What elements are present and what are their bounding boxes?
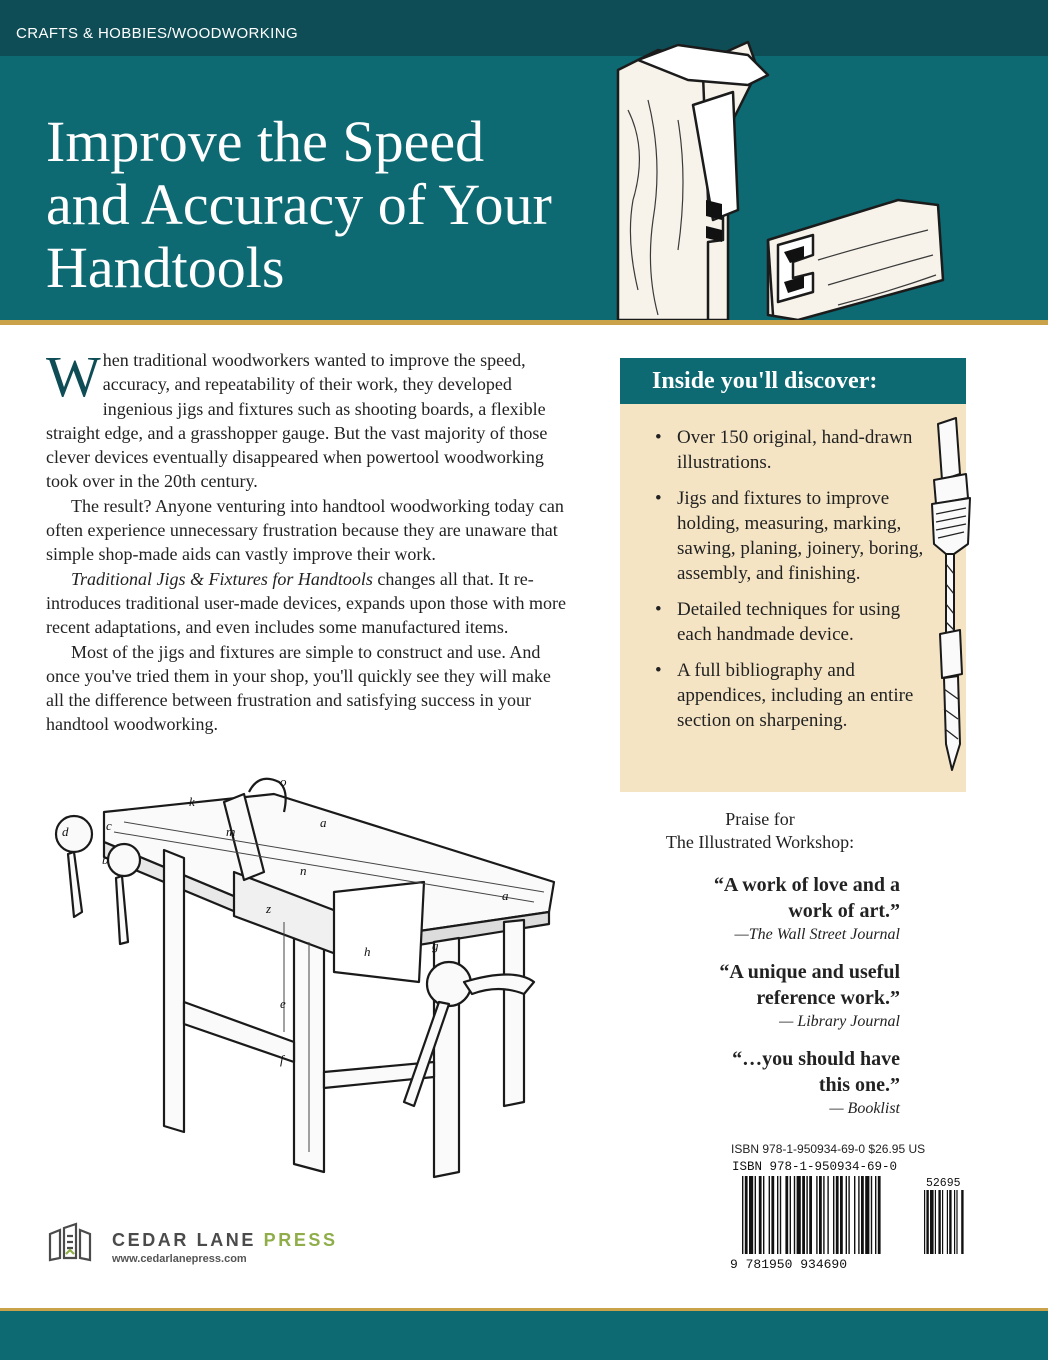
- bench-label: g: [432, 938, 439, 953]
- headline-line-3: Handtools: [46, 235, 285, 300]
- intro-paragraph-3-text: changes all that. It re-introduces traditional user-made devices, expands upon those with more recent adaptations, and even includes some manufactured items.: [46, 568, 566, 638]
- barcode-ean-digits: 9 781950 934690: [730, 1257, 848, 1272]
- intro-paragraph-1: [46, 344, 568, 494]
- bench-label: d: [62, 824, 69, 839]
- intro-text: [46, 344, 568, 737]
- auger-bit-illustration: [926, 414, 976, 774]
- barcode-price-code: 52695: [926, 1177, 961, 1190]
- praise-source-text: —The Wall Street Journal: [734, 926, 900, 943]
- gold-rule: [0, 320, 1048, 325]
- headline-line-1: Improve the Speed: [46, 109, 485, 174]
- discover-title: Inside you'll discover:: [620, 358, 966, 404]
- bench-label: a: [502, 888, 509, 903]
- bench-label: n: [300, 863, 307, 878]
- praise-source-text: — Library Journal: [779, 1013, 900, 1030]
- drop-cap: W: [46, 344, 101, 409]
- barcode: [730, 1158, 966, 1272]
- praise-source-text: — Booklist: [829, 1100, 900, 1117]
- category-label: CRAFTS & HOBBIES/WOODWORKING: [16, 25, 299, 42]
- bench-label: o: [280, 774, 287, 789]
- list-item: • Detailed techniques for using each handmade device.: [655, 597, 935, 647]
- bench-label: e: [280, 996, 286, 1011]
- publisher-name-a: CEDAR LANE: [112, 1230, 264, 1250]
- workbench-illustration: [44, 772, 604, 1202]
- praise-heading-line-2: The Illustrated Workshop:: [665, 832, 855, 852]
- praise-section: [620, 808, 900, 1133]
- bench-label: h: [364, 944, 371, 959]
- isbn-price-line: ISBN 978-1-950934-69-0 $26.95 US: [731, 1142, 926, 1156]
- intro-paragraph-2: The result? Anyone venturing into handtool woodworking today can often experience unnecessary frustration because they are unaware that simple shop-made aids can vastly improve their work.: [46, 495, 564, 565]
- praise-quote: “…you should have this one.”: [732, 1048, 900, 1096]
- intro-paragraph-4: Most of the jigs and fixtures are simple to construct and use. And once you've tried them in your shop, you'll quickly see they will make all the difference between frustration and satisfying success in your handtool woodworking.: [46, 641, 551, 735]
- list-item: • Over 150 original, hand-drawn illustrations.: [655, 425, 935, 475]
- discover-list: [655, 425, 935, 744]
- intro-paragraph-1-text: hen traditional woodworkers wanted to improve the speed, accuracy, and repeatability of their work, they developed ingenious jigs and fixtures such as shooting boards, a flexible straight edge, and a grasshopper gauge. But the vast majority of those clever devices eventually disappeared when powertool woodworking took over in the 20th century.: [46, 350, 548, 492]
- bench-label: c: [106, 818, 112, 833]
- praise-quote: “A work of love and a work of art.”: [713, 874, 900, 922]
- publisher-name: [112, 1230, 338, 1251]
- list-item: • Jigs and fixtures to improve holding, measuring, marking, sawing, planing, joinery, boring, assembly, and finishing.: [655, 486, 935, 586]
- headline-line-2: and Accuracy of Your: [46, 172, 552, 237]
- bench-label: m: [226, 824, 236, 839]
- book-title: Traditional Jigs & Fixtures for Handtools: [71, 568, 373, 589]
- list-item: • A full bibliography and appendices, including an entire section on sharpening.: [655, 658, 935, 733]
- bench-label: k: [189, 794, 195, 809]
- bench-label: b: [102, 852, 109, 867]
- barcode-isbn-text: ISBN 978-1-950934-69-0: [732, 1160, 898, 1174]
- praise-quote: “A unique and useful reference work.”: [719, 961, 900, 1009]
- headline: [46, 110, 606, 299]
- dovetail-joint-illustration: [598, 30, 958, 320]
- praise-heading: [620, 808, 900, 854]
- praise-source: [620, 924, 900, 946]
- praise-heading-line-1: Praise for: [725, 809, 795, 829]
- intro-paragraph-3: [46, 567, 568, 640]
- praise-source: [620, 1011, 900, 1033]
- publisher-url[interactable]: www.cedarlanepress.com: [112, 1253, 247, 1265]
- praise-source: [620, 1098, 900, 1120]
- bench-label: a: [320, 815, 327, 830]
- bench-label: f: [280, 1052, 284, 1067]
- cedar-lane-press-logo: [46, 1222, 94, 1262]
- bottom-band: [0, 1311, 1048, 1360]
- bench-label: z: [266, 901, 272, 916]
- publisher-name-b: PRESS: [263, 1230, 338, 1250]
